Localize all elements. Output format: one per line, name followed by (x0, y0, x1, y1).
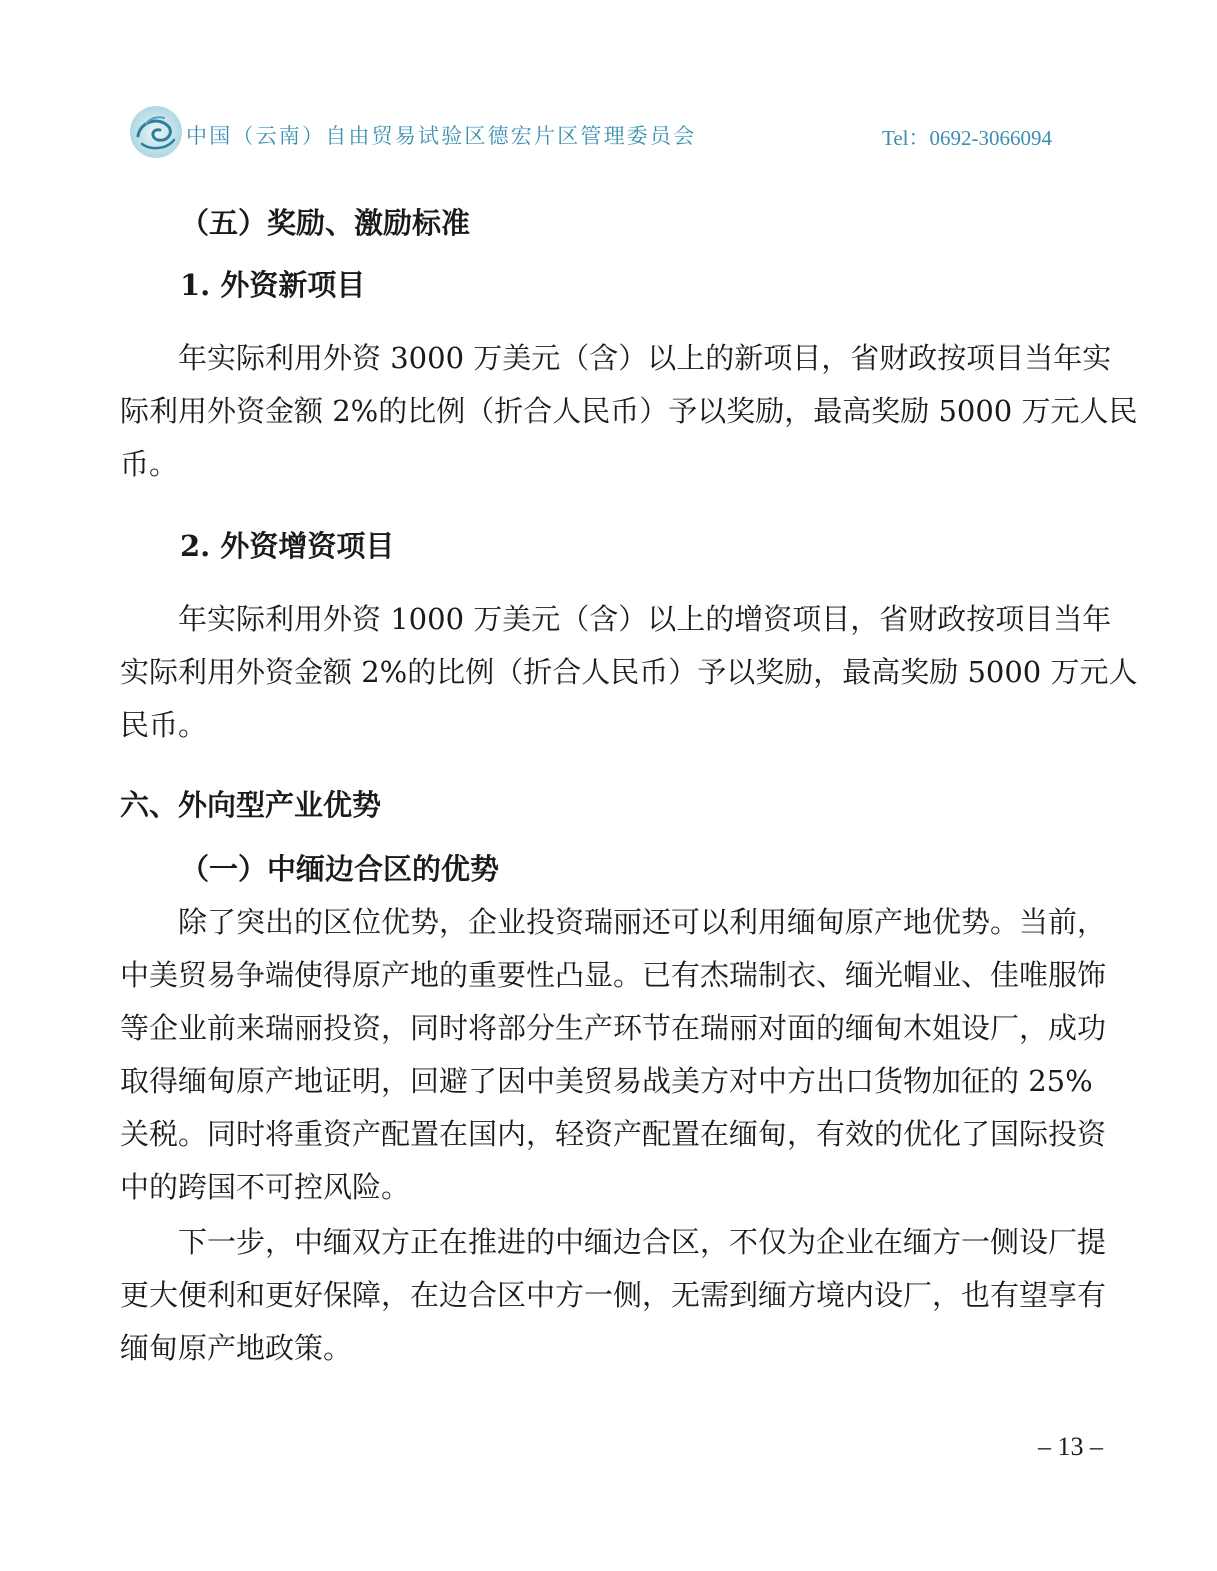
paragraph-line: 关税。同时将重资产配置在国内，轻资产配置在缅甸，有效的优化了国际投资 (120, 1117, 1107, 1151)
paragraph-line: 年实际利用外资 1000 万美元（含）以上的增资项目，省财政按项目当年 (178, 602, 1112, 636)
paragraph-line: 中美贸易争端使得原产地的重要性凸显。已有杰瑞制衣、缅光帽业、佳唯服饰 (120, 958, 1107, 992)
paragraph-line: 等企业前来瑞丽投资，同时将部分生产环节在瑞丽对面的缅甸木姐设厂，成功 (120, 1011, 1107, 1045)
paragraph-line: 除了突出的区位优势，企业投资瑞丽还可以利用缅甸原产地优势。当前， (178, 905, 1107, 939)
organization-name: 中国（云南）自由贸易试验区德宏片区管理委员会 (186, 124, 697, 148)
subsection-heading-5: （五）奖励、激励标准 (180, 206, 471, 240)
paragraph-line: 币。 (120, 447, 179, 481)
paragraph-next-steps (120, 1216, 1107, 1375)
page-header (128, 104, 1068, 164)
telephone-number: Tel：0692-3066094 (881, 126, 1052, 150)
paragraph-line: 民币。 (120, 708, 208, 742)
paragraph-line: 更大便利和更好保障，在边合区中方一侧，无需到缅方境内设厂，也有望享有 (120, 1278, 1107, 1312)
document-body (120, 198, 1138, 1375)
paragraph-new-projects (120, 332, 1138, 491)
page-number: – 13 – (1038, 1432, 1103, 1461)
paragraph-line: 取得缅甸原产地证明，回避了因中美贸易战美方对中方出口货物加征的 25% (120, 1064, 1093, 1098)
swirl-cloud-logo (128, 104, 184, 160)
item-heading-1: 1. 外资新项目 (180, 268, 366, 302)
section-heading-6: 六、外向型产业优势 (120, 788, 382, 822)
paragraph-capital-increase (120, 593, 1138, 752)
paragraph-line: 际利用外资金额 2%的比例（折合人民币）予以奖励，最高奖励 5000 万元人民 (120, 394, 1138, 428)
paragraph-line: 中的跨国不可控风险。 (120, 1170, 411, 1204)
paragraph-line: 实际利用外资金额 2%的比例（折合人民币）予以奖励，最高奖励 5000 万元人 (120, 655, 1138, 689)
paragraph-line: 缅甸原产地政策。 (120, 1331, 353, 1365)
paragraph-border-zone-advantage (120, 896, 1107, 1214)
subsection-heading-1: （一）中缅边合区的优势 (180, 852, 500, 886)
paragraph-line: 年实际利用外资 3000 万美元（含）以上的新项目，省财政按项目当年实 (178, 341, 1112, 375)
paragraph-line: 下一步，中缅双方正在推进的中缅边合区，不仅为企业在缅方一侧设厂提 (178, 1225, 1107, 1259)
item-heading-2: 2. 外资增资项目 (180, 529, 395, 563)
